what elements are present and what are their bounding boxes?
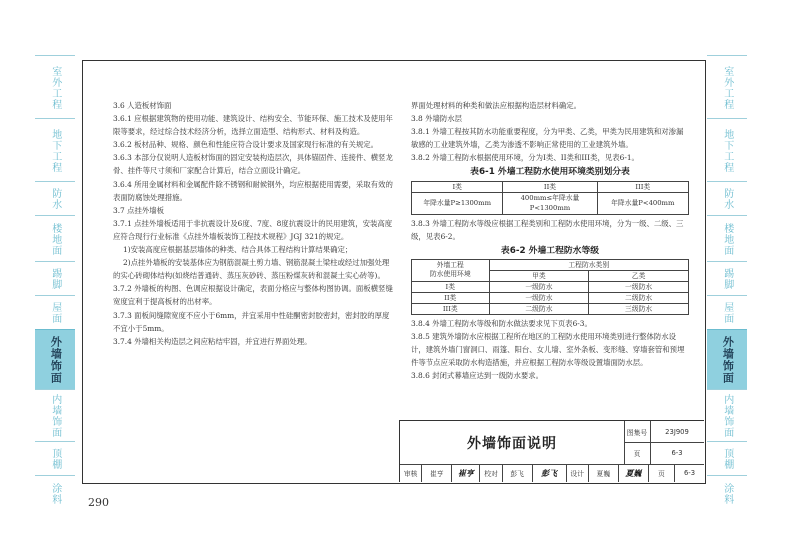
section-3-8-3-paragraph [411,217,689,243]
left-tab-outdoor[interactable]: 室外工程 [35,55,75,119]
left-paragraph: 3.6.2 板材品种、规格、颜色和性能应符合设计要求及国家现行标准的有关规定。 [113,140,379,150]
table1-header-2: II类 [503,181,597,192]
section-3-8-paragraphs [411,112,689,164]
left-tab-interior-wall[interactable]: 内墙饰面 [35,389,75,442]
page-label-bottom: 页 [649,464,675,482]
right-paragraph: 3.8.6 封闭式幕墙应达到一级防水要求。 [411,371,544,381]
table1-cell-2: 400mm≤年降水量P<1300mm [503,192,597,214]
intro-paragraph: 界面处理材料的种类和做法应根据构造层材料确定。 [411,101,581,110]
left-tab-coating[interactable]: 涂料 [35,475,75,511]
book-page-number: 290 [88,496,109,509]
table2-row-b: 二级防水 [589,292,689,303]
table2-row-a: 二级防水 [489,303,589,314]
left-tab-roof[interactable]: 屋面 [35,295,75,330]
page-label: 页 [624,442,651,465]
left-paragraph: 3.6.4 所用金属材料和金属配件除不锈钢和耐候钢外，均应根据使用需要，采取有效的表面防腐蚀处理措施。 [113,179,393,202]
table1-cell-1: 年降水量P≥1300mm [412,192,503,214]
checker-signature: 彭飞 [533,464,567,482]
left-paragraph: 3.6.3 本部分仅说明人造板材饰面的固定安装构造层次，具体锚固件、连接件、横竖龙骨、挂件等尺寸须和厂家配合计算后，结合立面设计确定。 [113,153,393,176]
right-paragraph: 3.8.3 外墙工程防水等级应根据工程类别和工程防水使用环境，分为一级、二级、三级，见表6-2。 [411,218,684,241]
signature-row [400,464,704,482]
designer-name: 夏巍 [589,464,619,482]
title-block [399,420,704,482]
table-6-2-caption: 表6-2 外墙工程防水等级 [500,245,600,256]
right-tab-underground[interactable]: 地下工程 [707,118,747,182]
right-tab-roof[interactable]: 屋面 [707,295,747,330]
left-text-column [113,99,393,348]
sheet-title: 外墙饰面说明 [400,421,625,465]
left-paragraph: 2)点挂外墙板的安装基体应为钢筋混凝土剪力墙、钢筋混凝土梁柱或经过加强处理的实心砖砌体结构(如烧结普通砖、蒸压灰砂砖、蒸压粉煤灰砖和混凝土实心砖等)。 [113,258,390,281]
right-paragraph: 3.8.2 外墙工程防水根据使用环境，分为I类、II类和III类，见表6-1。 [411,153,639,163]
left-category-sidebar [35,55,75,510]
left-paragraph: 3.7.3 面板间缝隙宽度不应小于6mm，并宜采用中性硅酮密封胶密封，密封胶的厚度不宜小于5mm。 [113,310,390,333]
left-tab-skirting[interactable]: 踢脚 [35,261,75,296]
table2-corner-cell [412,259,490,281]
left-paragraph: 1)安装高度应根据基层墙体的种类、结合具体工程结构计算结果确定； [123,245,353,255]
right-paragraph: 3.8.4 外墙工程防水等级和防水做法要求见下页表6-3。 [411,318,592,328]
table2-row-env: II类 [412,292,490,303]
table2-row-env: I类 [412,281,490,292]
checker-name: 彭飞 [503,464,533,482]
right-tab-skirting[interactable]: 踢脚 [707,261,747,296]
right-tab-ceiling[interactable]: 顶棚 [707,441,747,476]
table-6-2 [411,259,689,315]
right-text-column [411,99,689,382]
table-6-1 [411,181,689,215]
sheet-page-number: 6-3 [650,442,704,465]
reviewer-name: 崔亨 [422,464,452,482]
table1-cell-3: 年降水量P<400mm [597,192,688,214]
right-tab-coating[interactable]: 涂料 [707,475,747,511]
table2-row-b: 一级防水 [589,281,689,292]
drawing-sheet [82,60,706,484]
table2-row-a: 一级防水 [489,281,589,292]
left-paragraph: 3.7 点挂外墙板 [113,205,165,215]
right-paragraph: 3.8.1 外墙工程按其防水功能重要程度，分为甲类、乙类，甲类为民用建筑和对渗漏敏感的工业建筑外墙，乙类为渗透不影响正常使用的工业建筑外墙。 [411,127,684,150]
left-paragraph: 3.7.4 外墙相关构造层之间应粘结牢固，并宜进行界面处理。 [113,336,312,346]
right-paragraph: 3.8 外墙防水层 [411,114,463,124]
checker-label: 校对 [480,464,502,482]
table-6-1-caption: 表6-1 外墙工程防水使用环境类别划分表 [470,167,630,178]
left-tab-underground[interactable]: 地下工程 [35,118,75,182]
left-tab-exterior-wall[interactable]: 外墙饰面 [35,329,75,390]
right-tab-waterproof[interactable]: 防水 [707,181,747,216]
table1-header-1: I类 [412,181,503,192]
page-number-bottom: 6-3 [683,469,696,477]
right-paragraph: 3.8.5 建筑外墙防水应根据工程所在地区的工程防水使用环境类别进行整体防水设计，建筑外墙门窗洞口、雨篷、阳台、女儿墙、室外条板、变形缝、穿墙套管和预埋件等节点应采取防水构造措施，并应根据工程防水等级设置墙面防水层。 [411,331,685,368]
table2-group-header: 工程防水类别 [489,259,688,270]
table2-col-header-a: 甲类 [489,270,589,281]
table2-row-env: III类 [412,303,490,314]
left-tab-floor[interactable]: 楼地面 [35,215,75,262]
right-tab-floor[interactable]: 楼地面 [707,215,747,262]
table2-col-header-b: 乙类 [589,270,689,281]
table2-row-a: 一级防水 [489,292,589,303]
table2-row-b: 三级防水 [589,303,689,314]
designer-signature: 夏巍 [619,464,649,482]
section-3-8-4-paragraphs [411,317,689,382]
atlas-number-label: 图集号 [624,421,651,443]
atlas-number: 23J909 [650,421,704,443]
designer-label: 设计 [567,464,589,482]
right-tab-interior-wall[interactable]: 内墙饰面 [707,389,747,442]
right-tab-outdoor[interactable]: 室外工程 [707,55,747,119]
table1-header-3: III类 [597,181,688,192]
reviewer-label: 审核 [400,464,422,482]
left-tab-waterproof[interactable]: 防水 [35,181,75,216]
right-tab-exterior-wall[interactable]: 外墙饰面 [707,329,747,390]
table2-corner-bottom: 防水使用环境 [429,270,471,279]
left-paragraph: 3.7.1 点挂外墙板适用于非抗震设计及6度、7度、8度抗震设计的民用建筑，安装高度应符合现行行业标准《点挂外墙板装饰工程技术规程》JGJ 321的规定。 [113,218,393,241]
left-paragraph: 3.6 人造板材饰面 [113,101,172,110]
right-category-sidebar [707,55,747,510]
left-tab-ceiling[interactable]: 顶棚 [35,441,75,476]
left-paragraph: 3.7.2 外墙板的构图、色调应根据设计确定，表面分格应与整体构图协调。面板横竖缝宽度宜利于提高板材的出材率。 [113,284,393,307]
left-paragraph: 3.6.1 应根据建筑物的使用功能、建筑设计、结构安全、节能环保、施工技术及使用年限等要求，经过综合技术经济分析，选择立面造型、结构形式、材料及构造。 [113,114,393,137]
reviewer-signature: 崔亨 [452,464,480,482]
table2-corner-top: 外墙工程 [436,261,464,270]
